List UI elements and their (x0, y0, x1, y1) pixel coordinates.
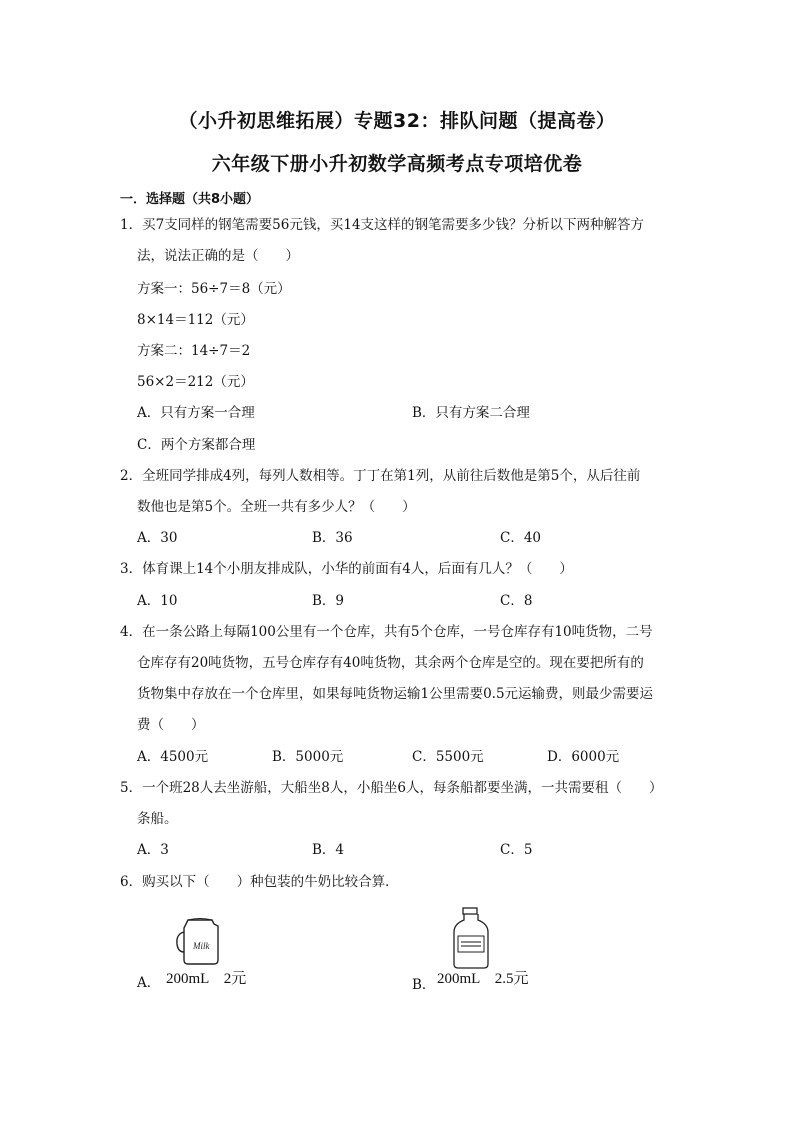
q3-stem-line1: 3．体育课上14个小朋友排成队，小华的前面有4人，后面有几人？（ ） (120, 561, 573, 577)
page-subtitle: 六年级下册小升初数学高频考点专项培优卷 (211, 153, 583, 175)
q1-plan1-step2: 8×14＝112（元） (137, 312, 254, 328)
q1-plan1: 方案一：56÷7＝8（元） (137, 281, 291, 297)
q2-stem-line1: 2．全班同学排成4列，每列人数相等。丁丁在第1列，从前往后数他是第5个，从后往前 (120, 468, 641, 484)
q6-option-b-letter: B． (412, 977, 436, 993)
q2-option-c: C．40 (500, 530, 542, 546)
q5-option-b: B．4 (312, 842, 345, 858)
q1-stem-line2: 法，说法正确的是（ ） (137, 248, 299, 264)
q1-stem-line1: 1．买7支同样的钢笔需要56元钱，买14支这样的钢笔需要多少钱？分析以下两种解答方 (120, 217, 645, 233)
q4-stem-line3: 货物集中存放在一个仓库里，如果每吨货物运输1公里需要0.5元运输费，则最少需要运 (137, 686, 654, 702)
q4-option-d: D．6000元 (547, 749, 620, 765)
q2-option-a: A．30 (137, 530, 178, 546)
q5-stem-line2: 条船。 (137, 811, 178, 827)
milk-bottle-icon (448, 906, 494, 970)
q4-stem-line2: 仓库存有20吨货物，五号仓库存有40吨货物，其余两个仓库是空的。现在要把所有的 (137, 655, 644, 671)
q1-plan2-step2: 56×2＝212（元） (137, 374, 254, 390)
q4-option-b: B．5000元 (272, 749, 344, 765)
q4-stem-line1: 4．在一条公路上每隔100公里有一个仓库，共有5个仓库，一号仓库存有10吨货物，二号 (120, 624, 653, 640)
q2-stem-line2: 数他也是第5个。全班一共有多少人？（ ） (137, 499, 416, 515)
q1-plan2: 方案二：14÷7＝2 (137, 343, 251, 359)
q6-option-a-letter: A． (137, 975, 161, 991)
q6-option-a-caption: 200mL 2元 (166, 971, 247, 987)
q5-option-a: A．3 (137, 842, 169, 858)
q5-stem-line1: 5．一个班28人去坐游船，大船坐8人，小船坐6人，每条船都要坐满，一共需要租（ ） (120, 780, 663, 796)
q3-option-a: A．10 (137, 593, 178, 609)
q4-stem-line4: 费（ ） (137, 717, 205, 733)
page-title: （小升初思维拓展）专题32：排队问题（提高卷） (178, 110, 616, 132)
q1-option-b: B．只有方案二合理 (412, 405, 530, 421)
q4-option-a: A．4500元 (137, 749, 209, 765)
q3-option-b: B．9 (312, 593, 345, 609)
q5-option-c: C．5 (500, 842, 533, 858)
q3-option-c: C．8 (500, 593, 533, 609)
q6-option-b-caption: 200mL 2.5元 (437, 971, 529, 987)
section-heading: 一．选择题（共8小题） (120, 192, 260, 207)
svg-text:Milk: Milk (193, 941, 210, 951)
q6-stem-line1: 6．购买以下（ ）种包装的牛奶比较合算． (120, 874, 399, 890)
q2-option-b: B．36 (312, 530, 353, 546)
q1-option-a: A．只有方案一合理 (137, 405, 255, 421)
milk-jug-icon (174, 916, 234, 968)
q1-option-c: C．两个方案都合理 (137, 437, 256, 453)
q4-option-c: C．5500元 (412, 749, 484, 765)
